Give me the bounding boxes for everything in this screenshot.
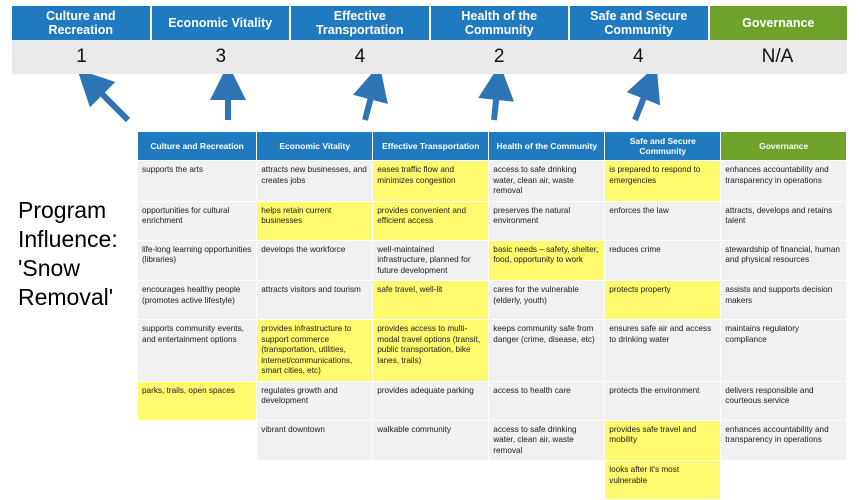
table-cell: eases traffic flow and minimizes congestion xyxy=(373,161,489,202)
table-cell: protects property xyxy=(605,281,721,320)
table-cell: supports community events, and entertainment options xyxy=(138,320,257,382)
table-cell: develops the workforce xyxy=(257,240,373,281)
table-cell: attracts new businesses, and creates jobs xyxy=(257,161,373,202)
header-cell-safe-and-secure-community xyxy=(570,6,710,40)
score-effective-transportation: 4 xyxy=(354,46,366,67)
caption-line-1: Program xyxy=(18,197,107,223)
header-cell-effective-transportation xyxy=(291,6,431,40)
table-cell: maintains regulatory compliance xyxy=(721,320,847,382)
column-header-health-of-the-community: Health of the Community xyxy=(489,132,605,161)
table-cell: safe travel, well-lit xyxy=(373,281,489,320)
table-cell: regulates growth and development xyxy=(257,381,373,420)
upward-arrow-icon-1 xyxy=(90,82,128,120)
score-health-of-the-community: 2 xyxy=(493,46,505,67)
column-header-governance: Governance xyxy=(721,132,847,161)
table-cell: ensures safe air and access to drinking water xyxy=(605,320,721,382)
header-cell-health-of-the-community xyxy=(431,6,571,40)
table-cell: encourages healthy people (promotes active lifestyle) xyxy=(138,281,257,320)
table-row xyxy=(138,161,847,202)
table-cell: attracts visitors and tourism xyxy=(257,281,373,320)
caption-line-2: Influence: xyxy=(18,226,118,252)
header-cell-governance xyxy=(710,6,848,40)
arrow-group xyxy=(0,74,859,130)
table-cell: delivers responsible and courteous service xyxy=(721,381,847,420)
header-label: Safe and Secure Community xyxy=(590,9,688,37)
table-cell: reduces crime xyxy=(605,240,721,281)
column-header-culture-and-recreation: Culture and Recreation xyxy=(138,132,257,161)
table-cell: is prepared to respond to emergencies xyxy=(605,161,721,202)
header-label: Culture and Recreation xyxy=(46,9,116,37)
table-cell xyxy=(138,420,257,461)
table-cell: parks, trails, open spaces xyxy=(138,381,257,420)
column-header-safe-and-secure-community: Safe and Secure Community xyxy=(605,132,721,161)
table-cell: cares for the vulnerable (elderly, youth) xyxy=(489,281,605,320)
table-row xyxy=(138,320,847,382)
table-cell: basic needs – safety, shelter, food, opportunity to work xyxy=(489,240,605,281)
table-cell: access to safe drinking water, clean air, waste removal xyxy=(489,420,605,461)
table-row xyxy=(138,201,847,240)
table-cell: provides adequate parking xyxy=(373,381,489,420)
table-row xyxy=(138,281,847,320)
header-cell-economic-vitality xyxy=(152,6,292,40)
table-cell: helps retain current businesses xyxy=(257,201,373,240)
table-cell: supports the arts xyxy=(138,161,257,202)
strategic-outcomes-header xyxy=(12,6,847,40)
table-cell: enforces the law xyxy=(605,201,721,240)
header-label: Economic Vitality xyxy=(168,16,273,30)
score-culture-and-recreation: 1 xyxy=(76,46,87,67)
table-cell: enhances accountability and transparency in operations xyxy=(721,420,847,461)
table-cell: opportunities for cultural enrichment xyxy=(138,201,257,240)
table-cell: assists and supports decision makers xyxy=(721,281,847,320)
header-label: Effective Transportation xyxy=(315,9,404,37)
table-header-row xyxy=(138,132,847,161)
table-cell: life-long learning opportunities (libraries) xyxy=(138,240,257,281)
score-governance: N/A xyxy=(761,46,794,67)
table-cell xyxy=(721,461,847,500)
header-label: Health of the Community xyxy=(461,9,538,37)
table-row xyxy=(138,420,847,461)
table-cell: enhances accountability and transparency in operations xyxy=(721,161,847,202)
table-cell: stewardship of financial, human and physical resources xyxy=(721,240,847,281)
table-cell: provides convenient and efficient access xyxy=(373,201,489,240)
header-cell-culture-and-recreation xyxy=(12,6,152,40)
table-cell xyxy=(138,461,257,500)
table-row xyxy=(138,381,847,420)
table-cell xyxy=(489,461,605,500)
table-cell: provides infrastructure to support commerce (transportation, utilities, internet/communications, smart cities, etc) xyxy=(257,320,373,382)
score-safe-and-secure-community: 4 xyxy=(632,46,644,67)
caption-line-4: Removal' xyxy=(18,284,114,310)
table-cell xyxy=(257,461,373,500)
table-cell: access to safe drinking water, clean air, waste removal xyxy=(489,161,605,202)
table-cell: attracts, develops and retains talent xyxy=(721,201,847,240)
table-cell xyxy=(373,461,489,500)
table-cell: provides safe travel and mobility xyxy=(605,420,721,461)
upward-arrow-icon-4 xyxy=(494,82,498,120)
table-cell: preserves the natural environment xyxy=(489,201,605,240)
table-cell: walkable community xyxy=(373,420,489,461)
upward-arrow-icon-3 xyxy=(365,82,375,120)
table-cell: protects the environment xyxy=(605,381,721,420)
column-header-economic-vitality: Economic Vitality xyxy=(257,132,373,161)
score-row xyxy=(12,40,847,74)
table-cell: vibrant downtown xyxy=(257,420,373,461)
table-cell: well-maintained infrastructure, planned for future development xyxy=(373,240,489,281)
score-economic-vitality: 3 xyxy=(215,46,227,67)
table-cell: access to health care xyxy=(489,381,605,420)
outcome-attributes-table xyxy=(137,131,847,500)
table-row xyxy=(138,240,847,281)
table-cell: looks after it's most vulnerable xyxy=(605,461,721,500)
column-header-effective-transportation: Effective Transportation xyxy=(373,132,489,161)
program-influence-caption xyxy=(18,196,134,312)
caption-line-3: 'Snow xyxy=(18,255,80,281)
upward-arrow-icon-5 xyxy=(635,82,650,120)
table-cell: keeps community safe from danger (crime, disease, etc) xyxy=(489,320,605,382)
table-row xyxy=(138,461,847,500)
table-cell: provides access to multi-modal travel options (transit, public transportation, bike lanes, trails) xyxy=(373,320,489,382)
header-label: Governance xyxy=(742,16,815,30)
